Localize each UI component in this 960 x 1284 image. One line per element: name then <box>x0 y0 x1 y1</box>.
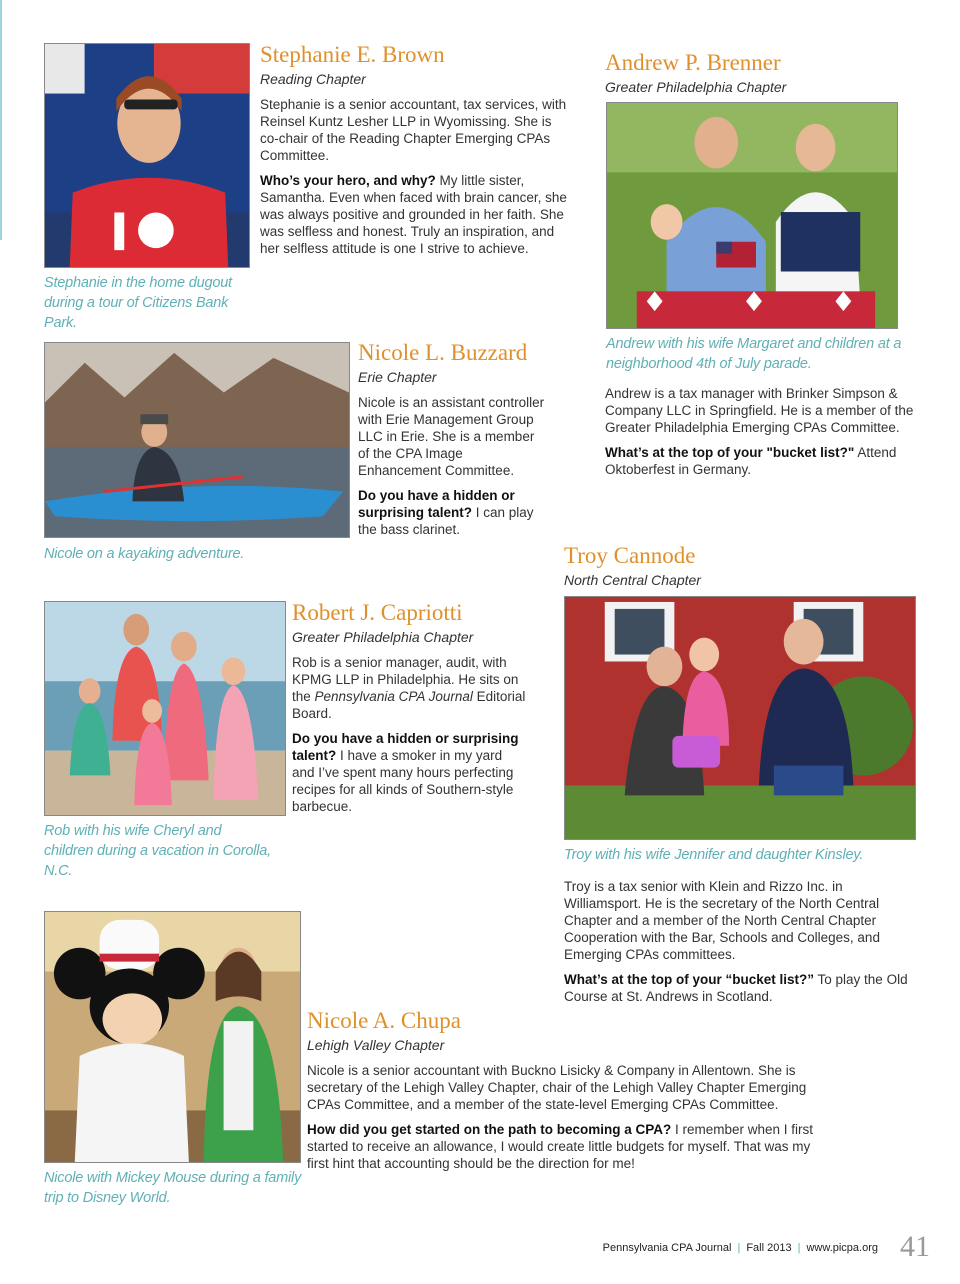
page-footer <box>603 1242 878 1254</box>
page-number: 41 <box>900 1230 930 1263</box>
photo-troy-cannode <box>564 596 916 840</box>
profile-andrew-brenner-header <box>605 50 915 104</box>
footer-separator: | <box>737 1242 741 1254</box>
profile-name: Nicole A. Chupa <box>307 1008 461 1033</box>
profile-name: Troy Cannode <box>564 543 696 568</box>
profile-troy-cannode-header <box>564 543 914 597</box>
profile-question: Do you have a hidden or surprising talent? <box>358 488 515 520</box>
profile-question: Who’s your hero, and why? <box>260 173 436 188</box>
caption-robert-capriotti: Rob with his wife Cheryl and children during a vacation in Corolla, N.C. <box>44 823 271 879</box>
footer-url[interactable]: www.picpa.org <box>806 1242 878 1254</box>
profile-chapter: Erie Chapter <box>358 369 437 385</box>
profile-bio-after: Editorial Board. <box>292 689 526 721</box>
profile-robert-capriotti <box>292 600 528 823</box>
profile-bio: Troy is a tax senior with Klein and Rizzo Inc. in Williamsport. He is the secretary of the North Central Chapter and a member of the North Central Chapter Cooperation with the Bar, Schools and Colleges, and Emerging CPAs committees. <box>564 879 880 962</box>
profile-question: What’s at the top of your “bucket list?” <box>564 972 815 987</box>
profile-question: What’s at the top of your "bucket list?" <box>605 445 855 460</box>
caption-troy-cannode: Troy with his wife Jennifer and daughter Kinsley. <box>564 847 864 863</box>
profile-name: Nicole L. Buzzard <box>358 340 528 365</box>
page-edge-rule <box>0 0 2 240</box>
profile-answer: To play the Old Course at St. Andrews in Scotland. <box>564 972 908 1004</box>
profile-bio <box>292 654 528 722</box>
photo-robert-capriotti <box>44 601 286 816</box>
profile-answer: I remember when I first started to receive an allowance, I would create little budgets for myself. That was my first hint that accounting should be the direction for me! <box>307 1122 814 1171</box>
profile-bio: Stephanie is a senior accountant, tax services, with Reinsel Kuntz Lesher LLP in Wyomissing. She is co-chair of the Reading Chapter Emerging CPAs Committee. <box>260 97 567 163</box>
profile-answer: I have a smoker in my yard and I’ve spent many hours perfecting recipes for all kinds of Southern-style barbecue. <box>292 748 514 814</box>
profile-chapter: Reading Chapter <box>260 71 366 87</box>
profile-qa <box>605 444 915 478</box>
profile-chapter: Greater Philadelphia Chapter <box>605 79 787 95</box>
profile-qa <box>564 971 910 1005</box>
caption-andrew-brenner: Andrew with his wife Margaret and children at a neighborhood 4th of July parade. <box>606 336 902 372</box>
profile-bio-before: Rob is a senior manager, audit, with KPMG LLP in Philadelphia. He sits on the <box>292 655 519 704</box>
profile-nicole-chupa <box>307 1008 833 1180</box>
profile-chapter: Lehigh Valley Chapter <box>307 1037 445 1053</box>
profile-name: Andrew P. Brenner <box>605 50 781 75</box>
profile-qa <box>307 1121 833 1172</box>
profile-andrew-brenner-body <box>605 385 915 486</box>
profile-name: Stephanie E. Brown <box>260 42 445 67</box>
profile-answer: Attend Oktoberfest in Germany. <box>605 445 897 477</box>
profile-qa <box>292 730 528 815</box>
profile-question: How did you get started on the path to becoming a CPA? <box>307 1122 672 1137</box>
footer-separator: | <box>797 1242 801 1254</box>
caption-stephanie-brown: Stephanie in the home dugout during a tour of Citizens Bank Park. <box>44 275 232 331</box>
profile-answer: My little sister, Samantha. Even when faced with brain cancer, she was always positive and grounded in her faith. She was selfless and honest. Truly an inspiration, and her selfless attitude is one I strive to achieve. <box>260 173 567 256</box>
journal-title: Pennsylvania CPA Journal <box>314 689 473 704</box>
photo-nicole-buzzard <box>44 342 350 538</box>
photo-stephanie-brown <box>44 43 250 268</box>
profile-troy-cannode-body <box>564 878 910 1013</box>
profile-bio: Nicole is a senior accountant with Buckno Lisicky & Company in Allentown. She is secretary of the Lehigh Valley Chapter, chair of the Lehigh Valley Chapter Emerging CPAs Committee, and a member of the state-level Emerging CPAs Committee. <box>307 1063 807 1112</box>
caption-nicole-buzzard: Nicole on a kayaking adventure. <box>44 546 245 562</box>
photo-andrew-brenner <box>606 102 898 329</box>
profile-chapter: Greater Philadelphia Chapter <box>292 629 474 645</box>
footer-issue: Fall 2013 <box>746 1242 792 1254</box>
profile-qa <box>358 487 546 538</box>
profile-bio: Andrew is a tax manager with Brinker Simpson & Company LLC in Springfield. He is a member of the Greater Philadelphia Emerging CPAs Committee. <box>605 386 914 435</box>
profile-name: Robert J. Capriotti <box>292 600 463 625</box>
footer-journal: Pennsylvania CPA Journal <box>602 1242 732 1254</box>
profile-qa <box>260 172 570 257</box>
caption-nicole-chupa: Nicole with Mickey Mouse during a family trip to Disney World. <box>44 1170 302 1206</box>
profile-nicole-buzzard <box>358 340 546 546</box>
profile-chapter: North Central Chapter <box>564 572 701 588</box>
profile-question: Do you have a hidden or surprising talent? <box>292 731 519 763</box>
photo-nicole-chupa <box>44 911 301 1163</box>
profile-stephanie-brown <box>260 42 570 265</box>
profile-answer: I can play the bass clarinet. <box>358 505 534 537</box>
profile-bio: Nicole is an assistant controller with Erie Management Group LLC in Erie. She is a member of the CPA Image Enhancement Committee. <box>358 395 545 478</box>
